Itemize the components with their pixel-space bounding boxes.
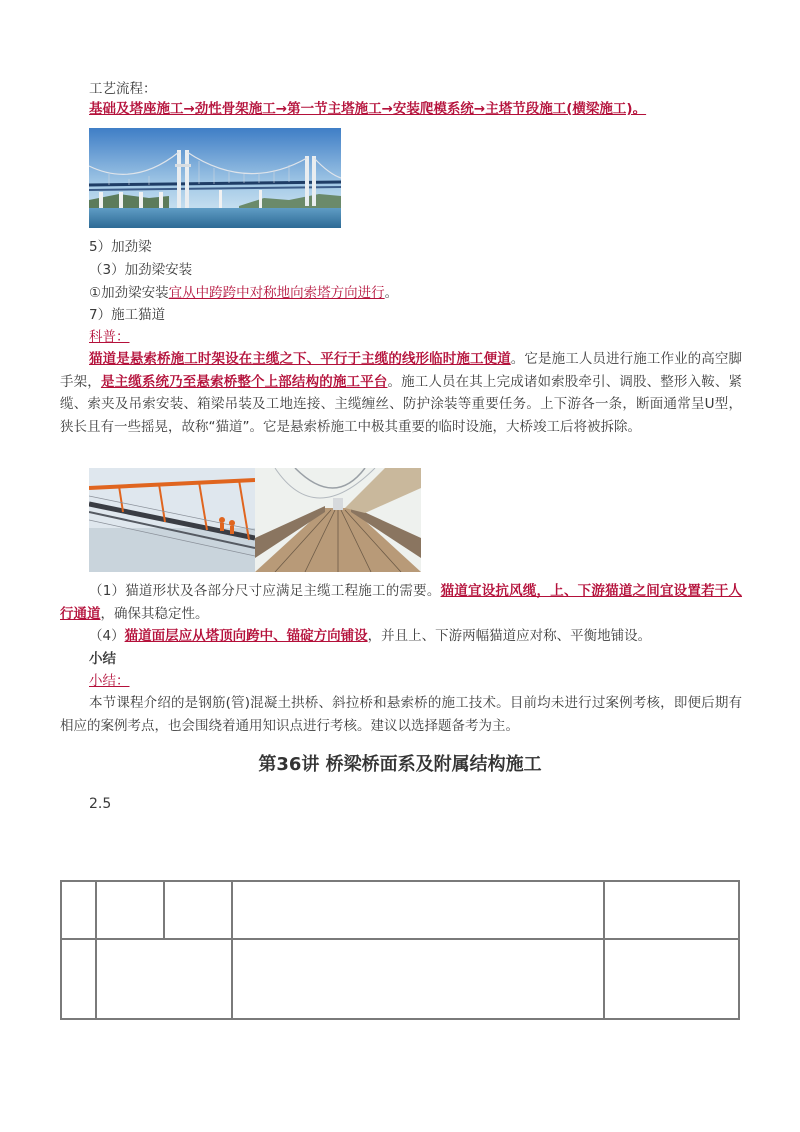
table-row	[61, 881, 739, 939]
table-cell	[232, 939, 604, 1019]
item1-text-2: ，确保其稳定性。	[100, 605, 209, 622]
item1-text: （1）猫道形状及各部分尺寸应满足主缆工程施工的需要。	[89, 583, 441, 599]
catwalk-item-1	[60, 580, 742, 625]
table-cell	[61, 881, 96, 939]
catwalk-photo-2	[255, 468, 421, 572]
table-cell	[604, 881, 739, 939]
table-cell	[96, 881, 165, 939]
summary-label: 小结：	[89, 673, 130, 689]
table-cell	[232, 881, 604, 939]
catwalk-paragraph	[60, 348, 742, 438]
summary-text: 本节课程介绍的是钢筋(管)混凝土拱桥、斜拉桥和悬索桥的施工技术。目前均未进行过案例考核，即便后期有相应的案例考点，也会围绕着通用知识点进行考核。建议以选择题备考为主。	[60, 695, 742, 734]
section5-subheading: （3）加劲梁安装	[89, 262, 193, 278]
table-cell	[61, 939, 96, 1019]
section5-heading: 5）加劲梁	[89, 239, 152, 255]
summary-heading: 小结	[89, 651, 116, 667]
item1-highlight: 猫道宜设抗风缆，上、下游猫道之间宜设置若干人行通道	[60, 583, 743, 622]
item-suffix: 。	[384, 285, 399, 301]
item-prefix: ①加劲梁安装	[89, 285, 169, 301]
lecture-title: 第36讲 桥梁桥面系及附属结构施工	[258, 754, 542, 775]
table-cell	[164, 881, 232, 939]
catwalk-text-1: 。它是施工人员进行施工作业的高空脚手架，	[60, 351, 742, 390]
catwalk-item-4	[60, 625, 742, 648]
kepu-label: 科普：	[89, 329, 130, 345]
table-cell	[96, 939, 232, 1019]
table-cell	[604, 939, 739, 1019]
item4-number: （4）	[89, 628, 125, 644]
item-highlight: 宜从中跨跨中对称地向索塔方向进行	[168, 285, 385, 301]
table-row	[61, 939, 739, 1019]
bridge-photo	[89, 128, 341, 228]
catwalk-platform: 是主缆系统乃至悬索桥整个上部结构的施工平台	[100, 373, 388, 390]
empty-table	[60, 880, 740, 1020]
section5-item	[89, 283, 398, 303]
process-label: 工艺流程：	[89, 81, 157, 97]
catwalk-text-2: 。施工人员在其上完成诸如索股牵引、调股、整形入鞍、紧缆、索夹及吊索安装、箱梁吊装及工地连接、主缆缠丝、防护涂装等重要任务。上下游各一条，断面通常呈U型，狭长且有一些摇晃，故称“猫道”。它是悬索桥施工中极其重要的临时设施，大桥竣工后将被拆除。	[60, 373, 743, 435]
item4-text: ，并且上、下游两幅猫道应对称、平衡地铺设。	[367, 628, 652, 644]
catwalk-photo-1	[89, 468, 255, 572]
item4-highlight: 猫道面层应从塔顶向跨中、锚碇方向铺设	[124, 628, 368, 644]
catwalk-definition: 猫道是悬索桥施工时架设在主缆之下、平行于主缆的线形临时施工便道	[89, 351, 511, 367]
section-number: 2.5	[89, 796, 112, 812]
process-flow: 基础及塔座施工→劲性骨架施工→第一节主塔施工→安装爬模系统→主塔节段施工(横梁施工)。	[89, 101, 647, 117]
section7-heading: 7）施工猫道	[89, 307, 166, 323]
